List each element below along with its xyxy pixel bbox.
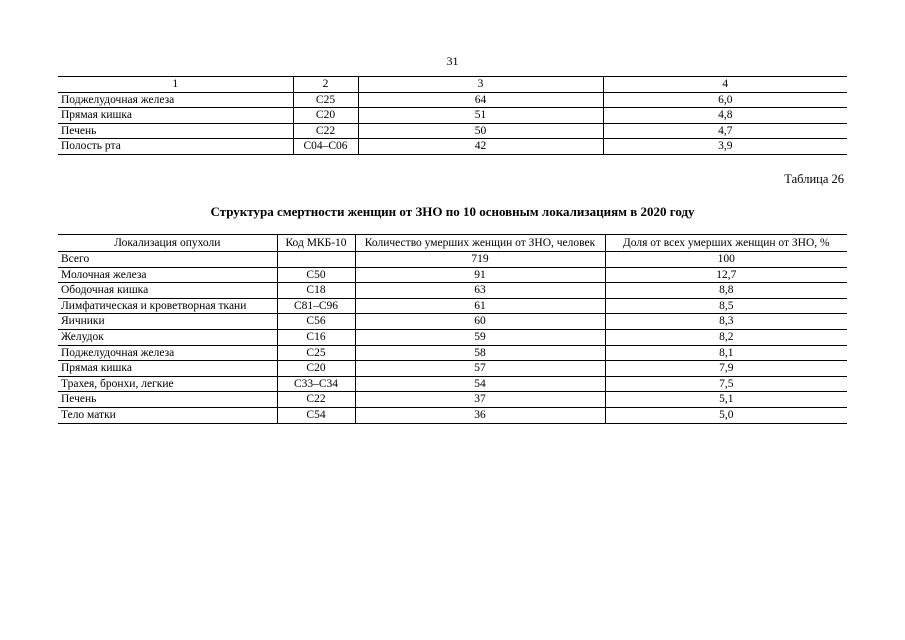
location-cell: Прямая кишка bbox=[58, 361, 277, 377]
code-cell: C20 bbox=[293, 108, 358, 124]
location-cell: Полость рта bbox=[58, 139, 293, 155]
code-cell: C22 bbox=[293, 123, 358, 139]
code-cell: C25 bbox=[293, 92, 358, 108]
location-cell: Поджелудочная железа bbox=[58, 345, 277, 361]
code-cell: C33–C34 bbox=[277, 376, 355, 392]
location-cell: Печень bbox=[58, 123, 293, 139]
table-row bbox=[58, 376, 847, 392]
table-row bbox=[58, 139, 847, 155]
page-number: 31 bbox=[446, 54, 459, 68]
location-cell: Прямая кишка bbox=[58, 108, 293, 124]
table-title: Структура смертности женщин от ЗНО по 10 основным локализациям в 2020 году bbox=[210, 204, 695, 219]
count-cell: 51 bbox=[358, 108, 603, 124]
table-label: Таблица 26 bbox=[784, 172, 844, 186]
table-row bbox=[58, 267, 847, 283]
share-cell: 100 bbox=[605, 252, 847, 268]
location-cell: Печень bbox=[58, 392, 277, 408]
column-number-2: 2 bbox=[293, 77, 358, 93]
location-cell: Желудок bbox=[58, 329, 277, 345]
count-cell: 50 bbox=[358, 123, 603, 139]
code-cell: C20 bbox=[277, 361, 355, 377]
table-row bbox=[58, 283, 847, 299]
location-cell: Всего bbox=[58, 252, 277, 268]
table-row bbox=[58, 361, 847, 377]
location-cell: Молочная железа bbox=[58, 267, 277, 283]
share-cell: 12,7 bbox=[605, 267, 847, 283]
share-cell: 8,3 bbox=[605, 314, 847, 330]
share-cell: 5,1 bbox=[605, 392, 847, 408]
count-cell: 54 bbox=[355, 376, 605, 392]
count-cell: 59 bbox=[355, 329, 605, 345]
share-cell: 3,9 bbox=[603, 139, 847, 155]
mortality-table bbox=[58, 234, 847, 424]
share-cell: 7,9 bbox=[605, 361, 847, 377]
count-cell: 42 bbox=[358, 139, 603, 155]
location-cell: Тело матки bbox=[58, 407, 277, 423]
header-share: Доля от всех умерших женщин от ЗНО, % bbox=[605, 235, 847, 252]
code-cell: C54 bbox=[277, 407, 355, 423]
code-cell: C50 bbox=[277, 267, 355, 283]
share-cell: 8,1 bbox=[605, 345, 847, 361]
count-cell: 60 bbox=[355, 314, 605, 330]
table-row bbox=[58, 252, 847, 268]
code-cell bbox=[277, 252, 355, 268]
code-cell: C25 bbox=[277, 345, 355, 361]
code-cell: C81–C96 bbox=[277, 298, 355, 314]
table-row bbox=[58, 92, 847, 108]
table-row bbox=[58, 392, 847, 408]
header-count: Количество умерших женщин от ЗНО, человек bbox=[355, 235, 605, 252]
share-cell: 8,2 bbox=[605, 329, 847, 345]
count-cell: 36 bbox=[355, 407, 605, 423]
count-cell: 57 bbox=[355, 361, 605, 377]
share-cell: 8,8 bbox=[605, 283, 847, 299]
column-number-row bbox=[58, 77, 847, 93]
count-cell: 64 bbox=[358, 92, 603, 108]
count-cell: 91 bbox=[355, 267, 605, 283]
column-number-1: 1 bbox=[58, 77, 293, 93]
table-row bbox=[58, 329, 847, 345]
share-cell: 4,7 bbox=[603, 123, 847, 139]
code-cell: C22 bbox=[277, 392, 355, 408]
count-cell: 37 bbox=[355, 392, 605, 408]
table-row bbox=[58, 345, 847, 361]
table-header-row bbox=[58, 235, 847, 252]
code-cell: C56 bbox=[277, 314, 355, 330]
count-cell: 61 bbox=[355, 298, 605, 314]
count-cell: 719 bbox=[355, 252, 605, 268]
table-row bbox=[58, 407, 847, 423]
count-cell: 58 bbox=[355, 345, 605, 361]
share-cell: 4,8 bbox=[603, 108, 847, 124]
table-row bbox=[58, 123, 847, 139]
location-cell: Лимфатическая и кроветворная ткани bbox=[58, 298, 277, 314]
header-location: Локализация опухоли bbox=[58, 235, 277, 252]
location-cell: Поджелудочная железа bbox=[58, 92, 293, 108]
location-cell: Трахея, бронхи, легкие bbox=[58, 376, 277, 392]
share-cell: 8,5 bbox=[605, 298, 847, 314]
share-cell: 6,0 bbox=[603, 92, 847, 108]
code-cell: C04–C06 bbox=[293, 139, 358, 155]
code-cell: C16 bbox=[277, 329, 355, 345]
share-cell: 7,5 bbox=[605, 376, 847, 392]
table-row bbox=[58, 108, 847, 124]
count-cell: 63 bbox=[355, 283, 605, 299]
column-number-4: 4 bbox=[603, 77, 847, 93]
table-row bbox=[58, 314, 847, 330]
continued-table bbox=[58, 76, 847, 155]
column-number-3: 3 bbox=[358, 77, 603, 93]
location-cell: Яичники bbox=[58, 314, 277, 330]
header-code: Код МКБ-10 bbox=[277, 235, 355, 252]
location-cell: Ободочная кишка bbox=[58, 283, 277, 299]
share-cell: 5,0 bbox=[605, 407, 847, 423]
code-cell: C18 bbox=[277, 283, 355, 299]
table-row bbox=[58, 298, 847, 314]
